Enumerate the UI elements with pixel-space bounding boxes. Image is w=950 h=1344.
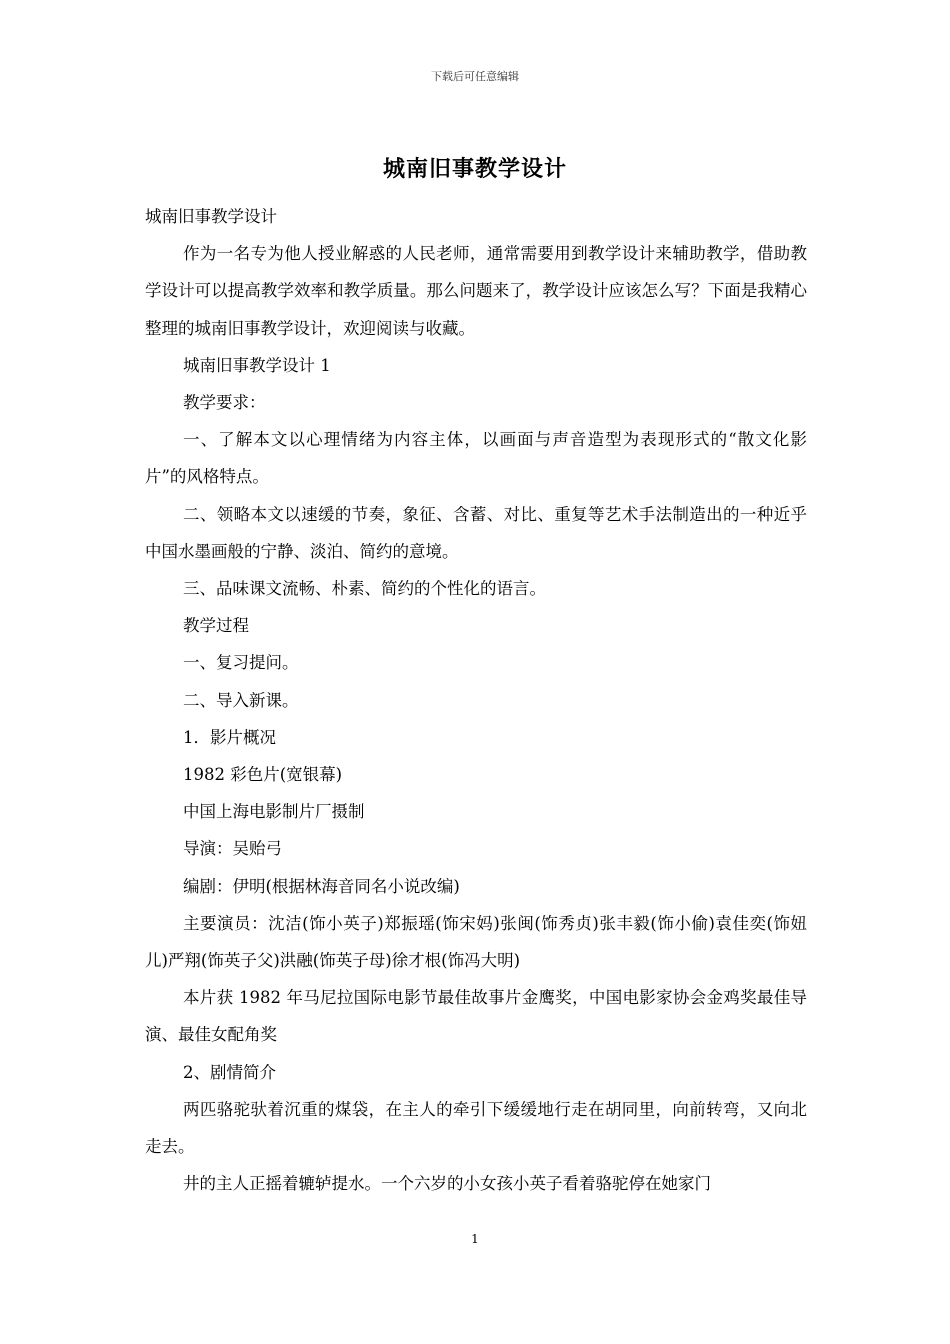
page-title: 城南旧事教学设计 <box>382 156 567 182</box>
paragraph: 城南旧事教学设计 <box>145 207 277 226</box>
paragraph: 1982 彩色片(宽银幕) <box>183 765 343 785</box>
document-body <box>145 198 807 1202</box>
paragraph: 三、品味课文流畅、朴素、简约的个性化的语言。 <box>183 579 546 599</box>
paragraph: 二、领略本文以速缓的节奏，象征、含蓄、对比、重复等艺术手法制造出的一种近乎中国水墨画般的宁静、淡泊、简约的意境。 <box>145 504 807 561</box>
page-number: 1 <box>471 1232 479 1246</box>
paragraph: 城南旧事教学设计 1 <box>183 355 331 375</box>
paragraph: 井的主人正摇着辘轳提水。一个六岁的小女孩小英子看着骆驼停在她家门 <box>183 1174 711 1194</box>
paragraph: 中国上海电影制片厂摄制 <box>183 802 365 822</box>
paragraph: 导演：吴贻弓 <box>183 839 282 859</box>
paragraph: 二、导入新课。 <box>183 690 299 710</box>
paragraph: 主要演员：沈洁(饰小英子)郑振瑶(饰宋妈)张闽(饰秀贞)张丰毅(饰小偷)袁佳奕(饰妞儿)严翔(饰英子父)洪融(饰英子母)徐才根(饰冯大明) <box>145 913 807 971</box>
paragraph: 两匹骆驼驮着沉重的煤袋，在主人的牵引下缓缓地行走在胡同里，向前转弯，又向北走去。 <box>145 1099 807 1157</box>
paragraph: 编剧：伊明(根据林海音同名小说改编) <box>183 876 460 896</box>
paragraph: 一、了解本文以心理情绪为内容主体，以画面与声音造型为表现形式的“散文化影片”的风格特点。 <box>145 430 807 487</box>
paragraph: 作为一名专为他人授业解惑的人民老师，通常需要用到教学设计来辅助教学，借助教学设计可以提高教学效率和教学质量。那么问题来了，教学设计应该怎么写？下面是我精心整理的城南旧事教学设计，欢迎阅读与收藏。 <box>145 244 807 338</box>
header-note: 下载后可任意编辑 <box>431 70 519 83</box>
paragraph: 2、剧情简介 <box>183 1062 276 1082</box>
paragraph: 本片获 1982 年马尼拉国际电影节最佳故事片金鹰奖，中国电影家协会金鸡奖最佳导演、最佳女配角奖 <box>145 988 807 1045</box>
paragraph: 一、复习提问。 <box>183 653 299 673</box>
paragraph: 1．影片概况 <box>183 727 276 747</box>
paragraph: 教学要求： <box>183 393 266 413</box>
paragraph: 教学过程 <box>183 616 249 636</box>
